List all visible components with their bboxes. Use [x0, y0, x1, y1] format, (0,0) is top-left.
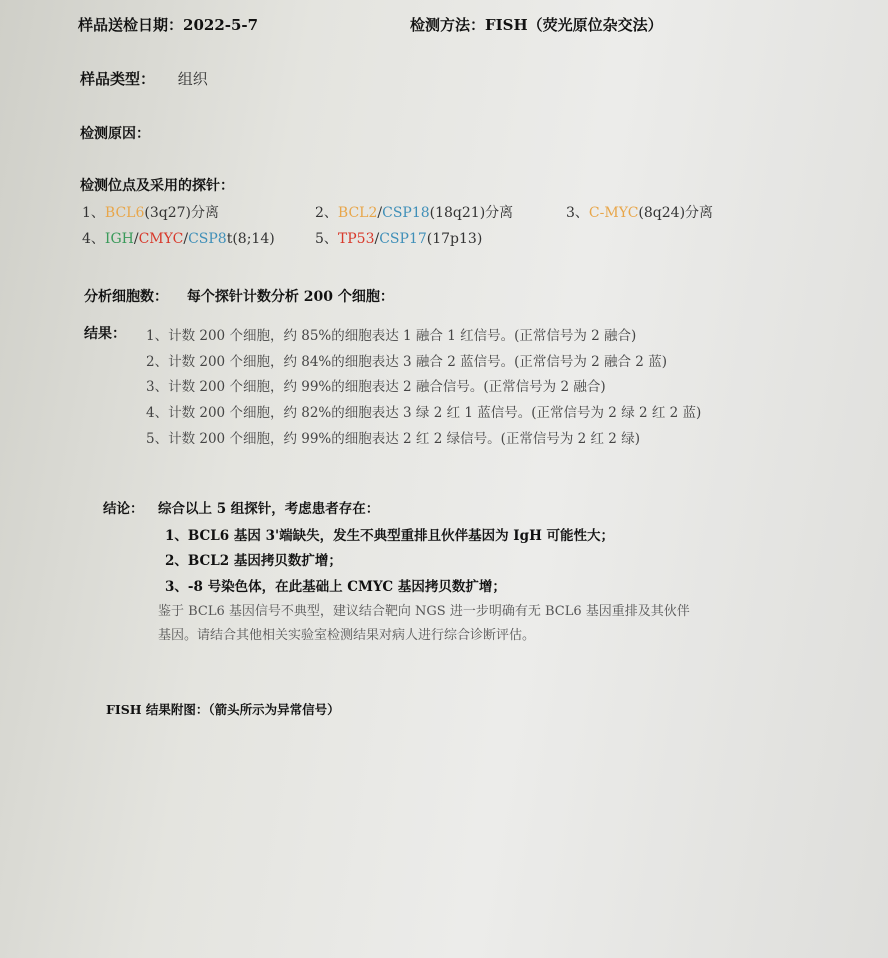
- probes-heading: 检测位点及采用的探针：: [80, 178, 234, 194]
- probe-3-gene: C-MYC: [588, 205, 639, 221]
- probe-1: [82, 202, 219, 222]
- probe-5-gene-a: TP53: [337, 231, 375, 247]
- probe-4-num: 4、: [82, 231, 105, 247]
- probe-3-num: 3、: [566, 205, 589, 221]
- probe-5-gene-b: CSP17: [379, 231, 427, 247]
- sample-date-label: 样品送检日期：: [78, 16, 184, 34]
- probe-4-gene-b: CMYC: [138, 231, 184, 247]
- probe-2-gene-a: BCL2: [337, 205, 378, 221]
- probe-4-slash-2: /: [183, 231, 189, 247]
- probe-1-num: 1、: [82, 205, 105, 221]
- conclusion-intro: 综合以上 5 组探针，考虑患者存在：: [158, 501, 380, 517]
- fish-attachment-caption: FISH 结果附图：（箭头所示为异常信号）: [106, 702, 340, 717]
- probe-5-num: 5、: [315, 231, 338, 247]
- sample-type-value: 组织: [177, 70, 208, 88]
- test-method-value: FISH（荧光原位杂交法）: [485, 16, 663, 34]
- test-method: [410, 14, 663, 35]
- probe-1-rest: (3q27)分离: [144, 205, 219, 221]
- probe-2-slash: /: [377, 205, 383, 221]
- test-reason-label: 检测原因：: [80, 126, 150, 142]
- result-line-1: 1、计数 200 个细胞，约 85%的细胞表达 1 融合 1 红信号。(正常信号为 2 融合): [146, 328, 637, 344]
- probe-2-rest: (18q21)分离: [429, 205, 514, 221]
- sample-type: [80, 68, 208, 89]
- result-line-3: 3、计数 200 个细胞，约 99%的细胞表达 2 融合信号。(正常信号为 2 融合): [146, 379, 606, 395]
- result-line-4: 4、计数 200 个细胞，约 82%的细胞表达 3 绿 2 红 1 蓝信号。(正常信号为 2 绿 2 红 2 蓝): [146, 405, 702, 421]
- result-line-2: 2、计数 200 个细胞，约 84%的细胞表达 3 融合 2 蓝信号。(正常信号为 2 融合 2 蓝): [146, 354, 667, 370]
- conclusion-note-1: 鉴于 BCL6 基因信号不典型，建议结合靶向 NGS 进一步明确有无 BCL6 基因重排及其伙伴: [158, 604, 690, 619]
- probe-3: [566, 202, 713, 222]
- probe-4-slash-1: /: [133, 231, 139, 247]
- test-method-label: 检测方法：: [410, 16, 486, 34]
- conclusion-item-3: 3、-8 号染色体，在此基础上 CMYC 基因拷贝数扩增；: [165, 579, 506, 595]
- analyzed-cells-value: 每个探针计数分析 200 个细胞：: [186, 289, 394, 305]
- probe-4-gene-c: CSP8: [188, 231, 227, 247]
- analyzed-cells: [84, 286, 394, 306]
- sample-date: [78, 14, 258, 35]
- conclusion-label: 结论：: [103, 501, 144, 517]
- probe-2: [315, 202, 513, 222]
- probe-3-rest: (8q24)分离: [638, 205, 714, 221]
- sample-date-value: 2022-5-7: [183, 16, 259, 34]
- conclusion-item-1: 1、BCL6 基因 3'端缺失，发生不典型重排且伙伴基因为 IgH 可能性大；: [165, 528, 615, 544]
- sample-type-label: 样品类型：: [80, 70, 156, 88]
- probe-5-slash: /: [374, 231, 380, 247]
- probe-4-rest: t(8;14): [226, 231, 275, 247]
- results-label: 结果：: [84, 326, 126, 342]
- probe-4-gene-a: IGH: [104, 231, 134, 247]
- result-line-5: 5、计数 200 个细胞，约 99%的细胞表达 2 红 2 绿信号。(正常信号为 2 红 2 绿): [146, 431, 640, 447]
- probe-4: [82, 228, 275, 248]
- conclusion-item-2: 2、BCL2 基因拷贝数扩增；: [165, 553, 342, 569]
- probe-5-rest: (17p13): [426, 231, 483, 247]
- probe-2-num: 2、: [315, 205, 338, 221]
- conclusion-note-2: 基因。请结合其他相关实验室检测结果对病人进行综合诊断评估。: [158, 628, 536, 643]
- analyzed-cells-label: 分析细胞数：: [84, 289, 168, 305]
- probe-2-gene-b: CSP18: [382, 205, 430, 221]
- probe-5: [315, 228, 482, 248]
- probe-1-gene: BCL6: [104, 205, 145, 221]
